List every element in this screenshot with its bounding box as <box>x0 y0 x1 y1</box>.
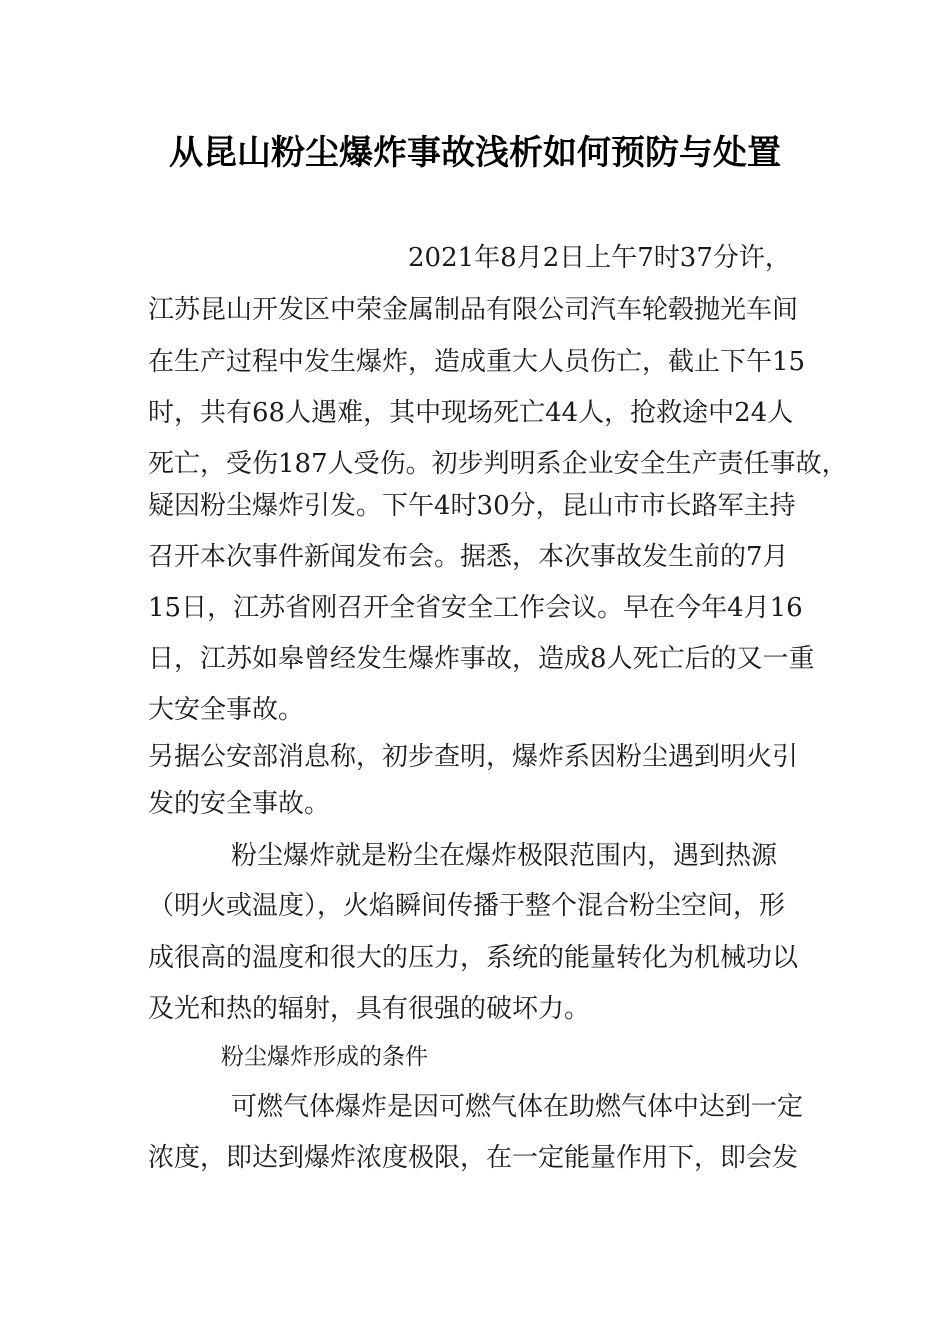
paragraph-line: 死亡，受伤187人受伤。初步判明系企业安全生产责任事故， <box>148 449 848 479</box>
paragraph-line: 江苏昆山开发区中荣金属制品有限公司汽车轮毂抛光车间 <box>148 295 799 325</box>
paragraph-line: 2021年8月2日上午7时37分许， <box>408 243 791 273</box>
paragraph-line: 召开本次事件新闻发布会。据悉，本次事故发生前的7月 <box>148 542 789 572</box>
section-heading: 粉尘爆炸形成的条件 <box>221 1044 428 1070</box>
document-title: 从昆山粉尘爆炸事故浅析如何预防与处置 <box>169 133 781 173</box>
paragraph-line: 及光和热的辐射，具有很强的破坏力。 <box>148 994 591 1024</box>
paragraph-line: 15日，江苏省刚召开全省安全工作会议。早在今年4月16 <box>148 593 803 623</box>
paragraph-line: 粉尘爆炸就是粉尘在爆炸极限范围内，遇到热源 <box>231 841 778 871</box>
paragraph-line: 日，江苏如皋曾经发生爆炸事故，造成8人死亡后的又一重 <box>148 644 815 674</box>
paragraph-line: 发的安全事故。 <box>148 789 331 819</box>
paragraph-line: 浓度，即达到爆炸浓度极限，在一定能量作用下，即会发 <box>148 1143 799 1173</box>
paragraph-line: 可燃气体爆炸是因可燃气体在助燃气体中达到一定 <box>231 1092 804 1122</box>
paragraph-line: 另据公安部消息称，初步查明，爆炸系因粉尘遇到明火引 <box>148 742 799 772</box>
paragraph-line: 成很高的温度和很大的压力，系统的能量转化为机械功以 <box>148 943 799 973</box>
paragraph-line: 时，共有68人遇难，其中现场死亡44人，抢救途中24人 <box>148 398 794 428</box>
paragraph-line: 疑因粉尘爆炸引发。下午4时30分，昆山市市长路军主持 <box>148 491 796 521</box>
paragraph-line: 大安全事故。 <box>148 695 305 725</box>
paragraph-line: 在生产过程中发生爆炸，造成重大人员伤亡，截止下午15 <box>148 347 806 377</box>
paragraph-line: （明火或温度），火焰瞬间传播于整个混合粉尘空间，形 <box>148 891 786 921</box>
